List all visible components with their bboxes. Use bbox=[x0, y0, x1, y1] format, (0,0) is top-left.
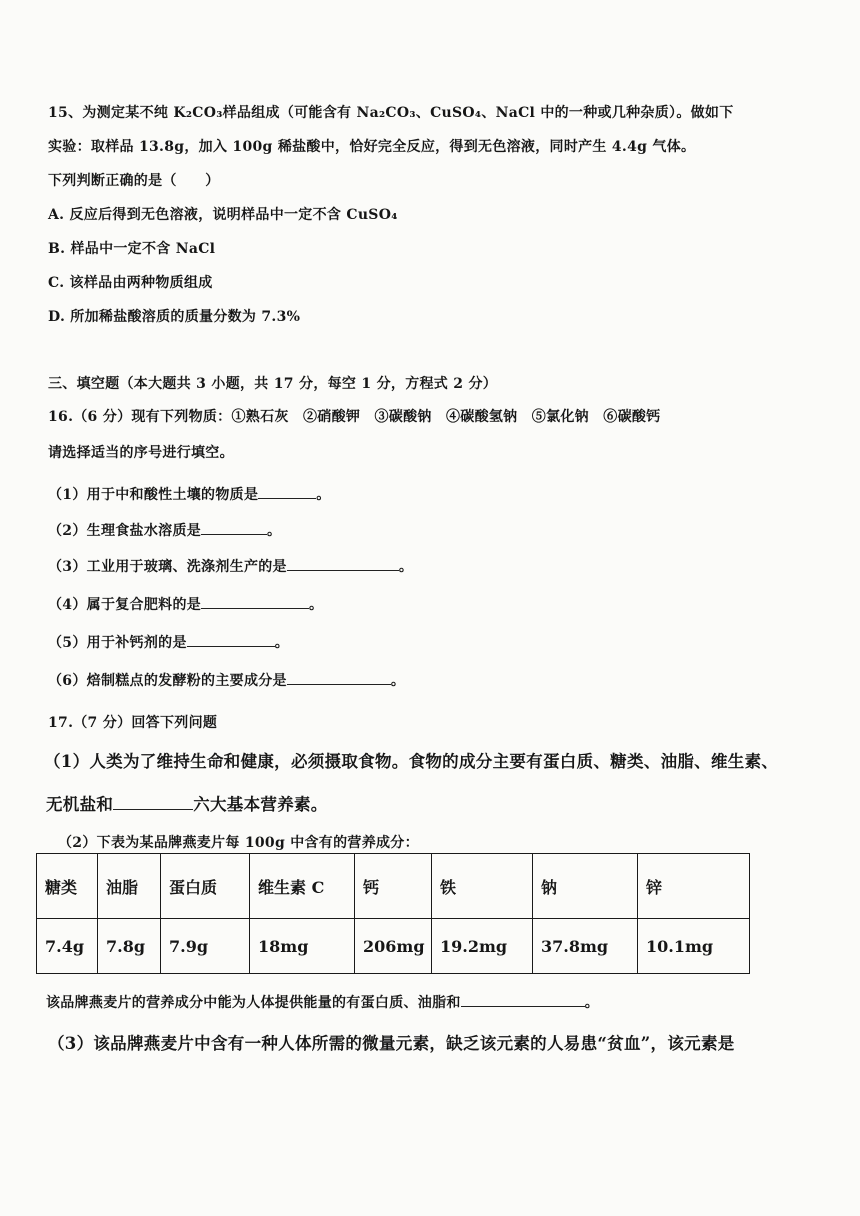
q16-item-3-text: （3）工业用于玻璃、洗涤剂生产的是 bbox=[48, 559, 287, 575]
table-header-cell: 蛋白质 bbox=[161, 854, 250, 919]
table-header-cell: 糖类 bbox=[37, 854, 98, 919]
q16-item-3 bbox=[48, 556, 413, 576]
table-value-cell: 7.9g bbox=[161, 919, 250, 974]
q17-part1-line-2-b: 六大基本营养素。 bbox=[193, 795, 328, 814]
q16-item-4 bbox=[48, 594, 323, 614]
answer-blank-7[interactable] bbox=[113, 808, 193, 810]
nutrition-table-header-row bbox=[37, 854, 750, 919]
table-value-cell: 37.8mg bbox=[533, 919, 638, 974]
table-header-cell: 锌 bbox=[638, 854, 750, 919]
q17-part2-question-end: 。 bbox=[584, 995, 600, 1011]
q17-part2-intro: （2）下表为某品牌燕麦片每 100g 中含有的营养成分： bbox=[58, 835, 419, 851]
q16-item-5-text: （5）用于补钙剂的是 bbox=[48, 635, 187, 651]
table-value-cell: 10.1mg bbox=[638, 919, 750, 974]
q16-item-2-text: （2）生理食盐水溶质是 bbox=[48, 523, 202, 539]
q16-item-2-end: 。 bbox=[267, 523, 282, 539]
table-value-cell: 7.8g bbox=[98, 919, 161, 974]
answer-blank-2[interactable] bbox=[201, 533, 267, 535]
q16-item-6 bbox=[48, 670, 405, 690]
table-value-cell: 206mg bbox=[355, 919, 432, 974]
q16-item-2 bbox=[48, 520, 281, 540]
q17-stem: 17.（7 分）回答下列问题 bbox=[48, 715, 218, 731]
answer-blank-3[interactable] bbox=[287, 569, 399, 571]
q16-stem: 16.（6 分）现有下列物质：①熟石灰 ②硝酸钾 ③碳酸钠 ④碳酸氢钠 ⑤氯化钠 ⑥碳酸钙 bbox=[48, 409, 661, 425]
q17-part1-line-2-a: 无机盐和 bbox=[46, 795, 114, 814]
q17-part1-line-2 bbox=[46, 791, 328, 815]
q16-item-4-text: （4）属于复合肥料的是 bbox=[48, 597, 202, 613]
q15-option-c: C. 该样品由两种物质组成 bbox=[48, 275, 213, 291]
table-value-cell: 18mg bbox=[250, 919, 355, 974]
section-3-heading: 三、填空题（本大题共 3 小题，共 17 分，每空 1 分，方程式 2 分） bbox=[48, 376, 498, 392]
table-header-cell: 钠 bbox=[533, 854, 638, 919]
table-header-cell: 油脂 bbox=[98, 854, 161, 919]
q15-stem-line-3: 下列判断正确的是（ ） bbox=[48, 173, 220, 189]
q15-option-b: B. 样品中一定不含 NaCl bbox=[48, 241, 216, 257]
q16-item-1-text: （1）用于中和酸性土壤的物质是 bbox=[48, 487, 259, 503]
q15-option-d: D. 所加稀盐酸溶质的质量分数为 7.3% bbox=[48, 309, 301, 325]
table-value-cell: 7.4g bbox=[37, 919, 98, 974]
q17-part2-question bbox=[46, 992, 599, 1012]
q16-item-4-end: 。 bbox=[309, 597, 324, 613]
q16-item-6-end: 。 bbox=[390, 673, 406, 689]
q15-option-a: A. 反应后得到无色溶液，说明样品中一定不含 CuSO₄ bbox=[48, 207, 398, 223]
nutrition-table-value-row bbox=[37, 919, 750, 974]
answer-blank-8[interactable] bbox=[461, 1005, 585, 1007]
q16-item-1-end: 。 bbox=[316, 487, 331, 503]
answer-blank-6[interactable] bbox=[287, 683, 391, 685]
table-header-cell: 维生素 C bbox=[250, 854, 355, 919]
q15-stem-line-2: 实验：取样品 13.8g，加入 100g 稀盐酸中，恰好完全反应，得到无色溶液，同时产生 4.4g 气体。 bbox=[48, 139, 696, 155]
q17-part2-question-text: 该品牌燕麦片的营养成分中能为人体提供能量的有蛋白质、油脂和 bbox=[46, 995, 461, 1011]
q15-stem-line-1: 15、为测定某不纯 K₂CO₃样品组成（可能含有 Na₂CO₃、CuSO₄、NaCl 中的一种或几种杂质）。做如下 bbox=[48, 105, 734, 121]
q16-item-5 bbox=[48, 632, 289, 652]
table-value-cell: 19.2mg bbox=[432, 919, 533, 974]
q16-item-1 bbox=[48, 484, 331, 504]
q16-item-6-text: （6）焙制糕点的发酵粉的主要成分是 bbox=[48, 673, 287, 689]
q16-item-5-end: 。 bbox=[274, 635, 290, 651]
answer-blank-5[interactable] bbox=[187, 645, 275, 647]
nutrition-table bbox=[36, 853, 750, 974]
q16-item-3-end: 。 bbox=[398, 559, 414, 575]
answer-blank-1[interactable] bbox=[258, 497, 316, 499]
table-header-cell: 铁 bbox=[432, 854, 533, 919]
answer-blank-4[interactable] bbox=[201, 607, 309, 609]
q17-part3: （3）该品牌燕麦片中含有一种人体所需的微量元素，缺乏该元素的人易患“贫血”，该元素是 bbox=[48, 1034, 735, 1053]
q16-instruction: 请选择适当的序号进行填空。 bbox=[48, 445, 234, 461]
table-header-cell: 钙 bbox=[355, 854, 432, 919]
q17-part1-line-1: （1）人类为了维持生命和健康，必须摄取食物。食物的成分主要有蛋白质、糖类、油脂、维生素、 bbox=[44, 752, 779, 771]
